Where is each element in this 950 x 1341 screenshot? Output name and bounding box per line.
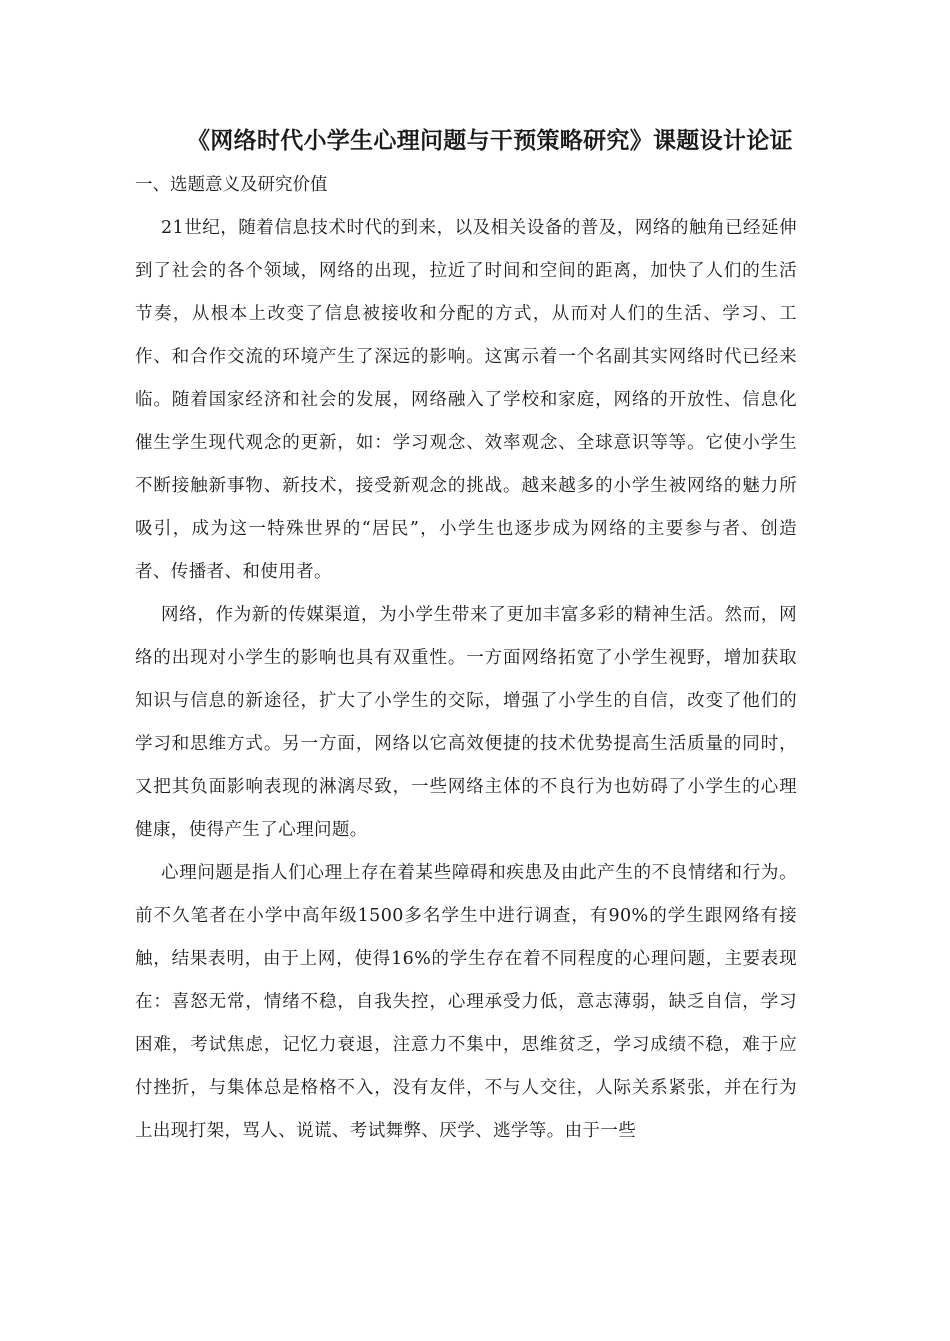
paragraph-3: 心理问题是指人们心理上存在着某些障碍和疾患及由此产生的不良情绪和行为。前不久笔者在小学中高年级1500多名学生中进行调查，有90%的学生跟网络有接触，结果表明，由于上网，使得16%的学生存在着不同程度的心理问题，主要表现在：喜怒无常，情绪不稳，自我失控，心理承受力低，意志薄弱，缺乏自信，学习困难，考试焦虑，记忆力衰退，注意力不集中，思维贫乏，学习成绩不稳，难于应付挫折，与集体总是格格不入，没有友伴，不与人交往，人际关系紧张，并在行为上出现打架，骂人、说谎、考试舞弊、厌学、逃学等。由于一些 [135,863,797,1141]
document-title: 《网络时代小学生心理问题与干预策略研究》课题设计论证 [187,127,793,154]
section-heading: 一、选题意义及研究价值 [135,175,328,195]
paragraph-1: 21世纪，随着信息技术时代的到来，以及相关设备的普及，网络的触角已经延伸到了社会的各个领域，网络的出现，拉近了时间和空间的距离，加快了人们的生活节奏，从根本上改变了信息被接收和分配的方式，从而对人们的生活、学习、工作、和合作交流的环境产生了深远的影响。这寓示着一个名副其实网络时代已经来临。随着国家经济和社会的发展，网络融入了学校和家庭，网络的开放性、信息化催生学生现代观念的更新，如：学习观念、效率观念、全球意识等等。它使小学生不断接触新事物、新技术，接受新观念的挑战。越来越多的小学生被网络的魅力所吸引，成为这一特殊世界的“居民”，小学生也逐步成为网络的主要参与者、创造者、传播者、和使用者。 [135,218,797,582]
paragraph-2: 网络，作为新的传媒渠道，为小学生带来了更加丰富多彩的精神生活。然而，网络的出现对小学生的影响也具有双重性。一方面网络拓宽了小学生视野，增加获取知识与信息的新途径，扩大了小学生的交际，增强了小学生的自信，改变了他们的学习和思维方式。另一方面，网络以它高效便捷的技术优势提高生活质量的同时，又把其负面影响表现的淋漓尽致，一些网络主体的不良行为也妨碍了小学生的心理健康，使得产生了心理问题。 [135,605,797,840]
document-body [135,118,797,1153]
